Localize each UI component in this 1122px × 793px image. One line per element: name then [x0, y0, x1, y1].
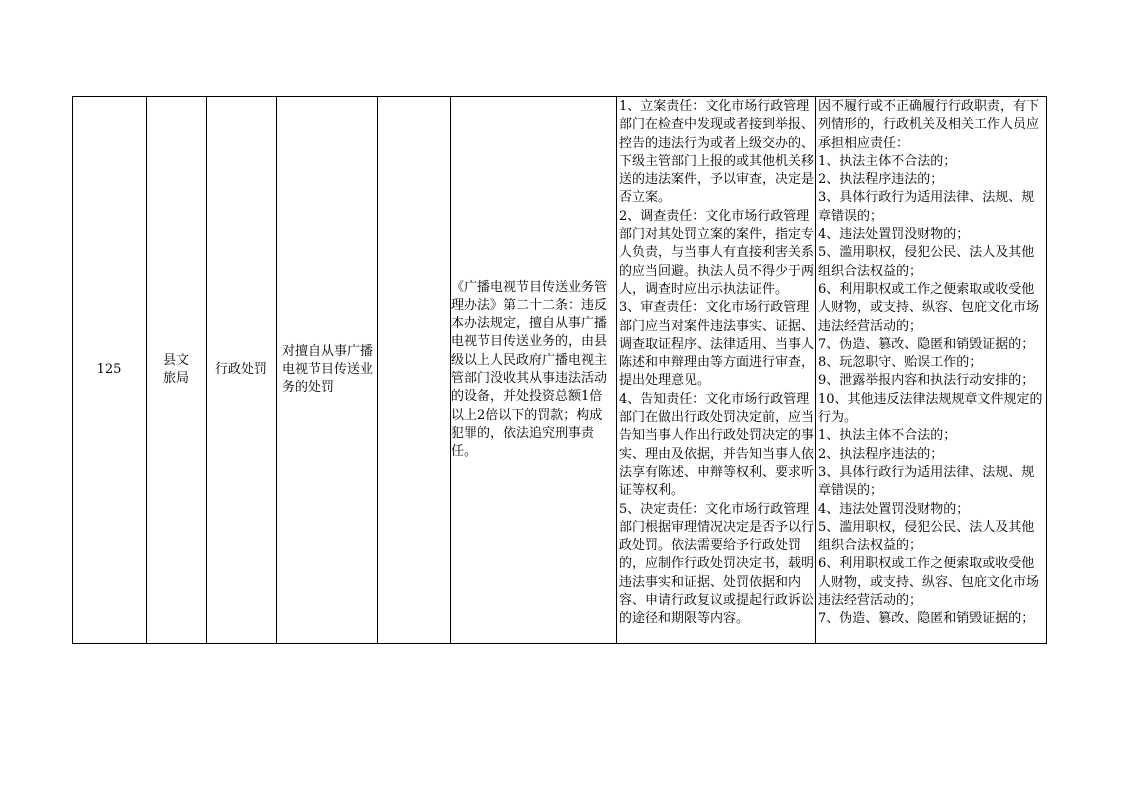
row-number: 125: [96, 361, 122, 377]
cell-basis: [450, 96, 616, 644]
accountability-item: 6、利用职权或工作之便索取或收受他人财物，或支持、纵容、包庇文化市场违法经营活动的；: [818, 556, 1040, 609]
accountability-item: 5、滥用职权，侵犯公民、法人及其他组织合法权益的；: [818, 245, 1035, 279]
cell-department: [146, 96, 206, 644]
accountability-item: 3、具体行政行为适用法律、法规、规章错误的；: [818, 464, 1035, 499]
power-category: 行政处罚: [214, 361, 267, 377]
department-name: 县文旅局: [162, 352, 189, 386]
accountability-item: 2、执法程序违法的；: [818, 172, 944, 188]
accountability-item: 8、玩忽职守、贻误工作的；: [818, 355, 983, 371]
accountability-item: 5、滥用职权，侵犯公民、法人及其他组织合法权益的；: [818, 519, 1035, 554]
cell-sub-item: [377, 96, 450, 644]
responsibility-item: 2、调查责任：文化市场行政管理部门对其处罚立案的案件，指定专人负责，与当事人有直接利害关系的应当回避。执法人员不得少于两人，调查时应出示执法证件。: [619, 208, 815, 297]
accountability-item: 3、具体行政行为适用法律、法规、规章错误的；: [818, 190, 1035, 224]
cell-item-name: [276, 96, 377, 644]
cell-category: [206, 96, 276, 644]
accountability-item: 9、泄露举报内容和执法行动安排的；: [818, 373, 1035, 389]
accountability-item: 1、执法主体不合法的；: [818, 153, 957, 169]
accountability-item: 1、执法主体不合法的；: [818, 428, 957, 444]
legal-basis: 《广播电视节目传送业务管理办法》第二十二条：违反本办法规定，擅自从事广播电视节目传送业务的，由县级以上人民政府广播电视主管部门没收其从事违法活动的设备，并处投资总额1倍以上2倍以下的罚款；构成犯罪的，依法追究刑事责任。: [451, 279, 608, 460]
responsibility-item: 1、立案责任：文化市场行政管理部门在检查中发现或者接到举报、控告的违法行为或者上级交办的、下级主管部门上报的或其他机关移送的违法案件，予以审查，决定是否立案。: [619, 99, 815, 206]
accountability-item: 7、伪造、篡改、隐匿和销毁证据的；: [818, 611, 1035, 627]
accountability-list: [818, 98, 1044, 629]
responsibility-item: 3、审查责任：文化市场行政管理部门应当对案件违法事实、证据、调查取证程序、法律适用、当事人陈述和申辩理由等方面进行审查，提出处理意见。: [619, 300, 815, 389]
accountability-item: 2、执法程序违法的；: [818, 446, 944, 462]
responsibility-list: [619, 98, 814, 629]
cell-accountability: [816, 98, 1046, 642]
col-border-8: [1046, 96, 1047, 644]
accountability-item: 7、伪造、篡改、隐匿和销毁证据的；: [818, 336, 1035, 352]
item-name: 对擅自从事广播电视节目传送业务的处罚: [282, 343, 374, 396]
accountability-item: 4、违法处置罚没财物的；: [818, 501, 970, 517]
accountability-item: 10、其他违反法律法规规章文件规定的行为。: [818, 391, 1043, 426]
cell-number: [72, 96, 146, 644]
cell-responsibilities: [617, 98, 815, 642]
accountability-item: 6、利用职权或工作之便索取或收受他人财物，或支持、纵容、包庇文化市场违法经营活动的；: [818, 281, 1040, 334]
responsibility-item: 5、决定责任：文化市场行政管理部门根据审理情况决定是否予以行政处罚。依法需要给予行政处罚的，应制作行政处罚决定书，载明违法事实和证据、处罚依据和内容、申请行政复议或提起行政诉讼的途径和期限等内容。: [619, 501, 815, 627]
accountability-item: 因不履行或不正确履行行政职责，有下列情形的，行政机关及相关工作人员应承担相应责任：: [818, 99, 1040, 151]
responsibility-table: [72, 96, 1047, 644]
accountability-item: 4、违法处置罚没财物的；: [818, 227, 970, 243]
responsibility-item: 4、告知责任：文化市场行政管理部门在做出行政处罚决定前，应当告知当事人作出行政处罚决定的事实、理由及依据，并告知当事人依法享有陈述、申辩等权利、要求听证等权利。: [619, 391, 815, 499]
